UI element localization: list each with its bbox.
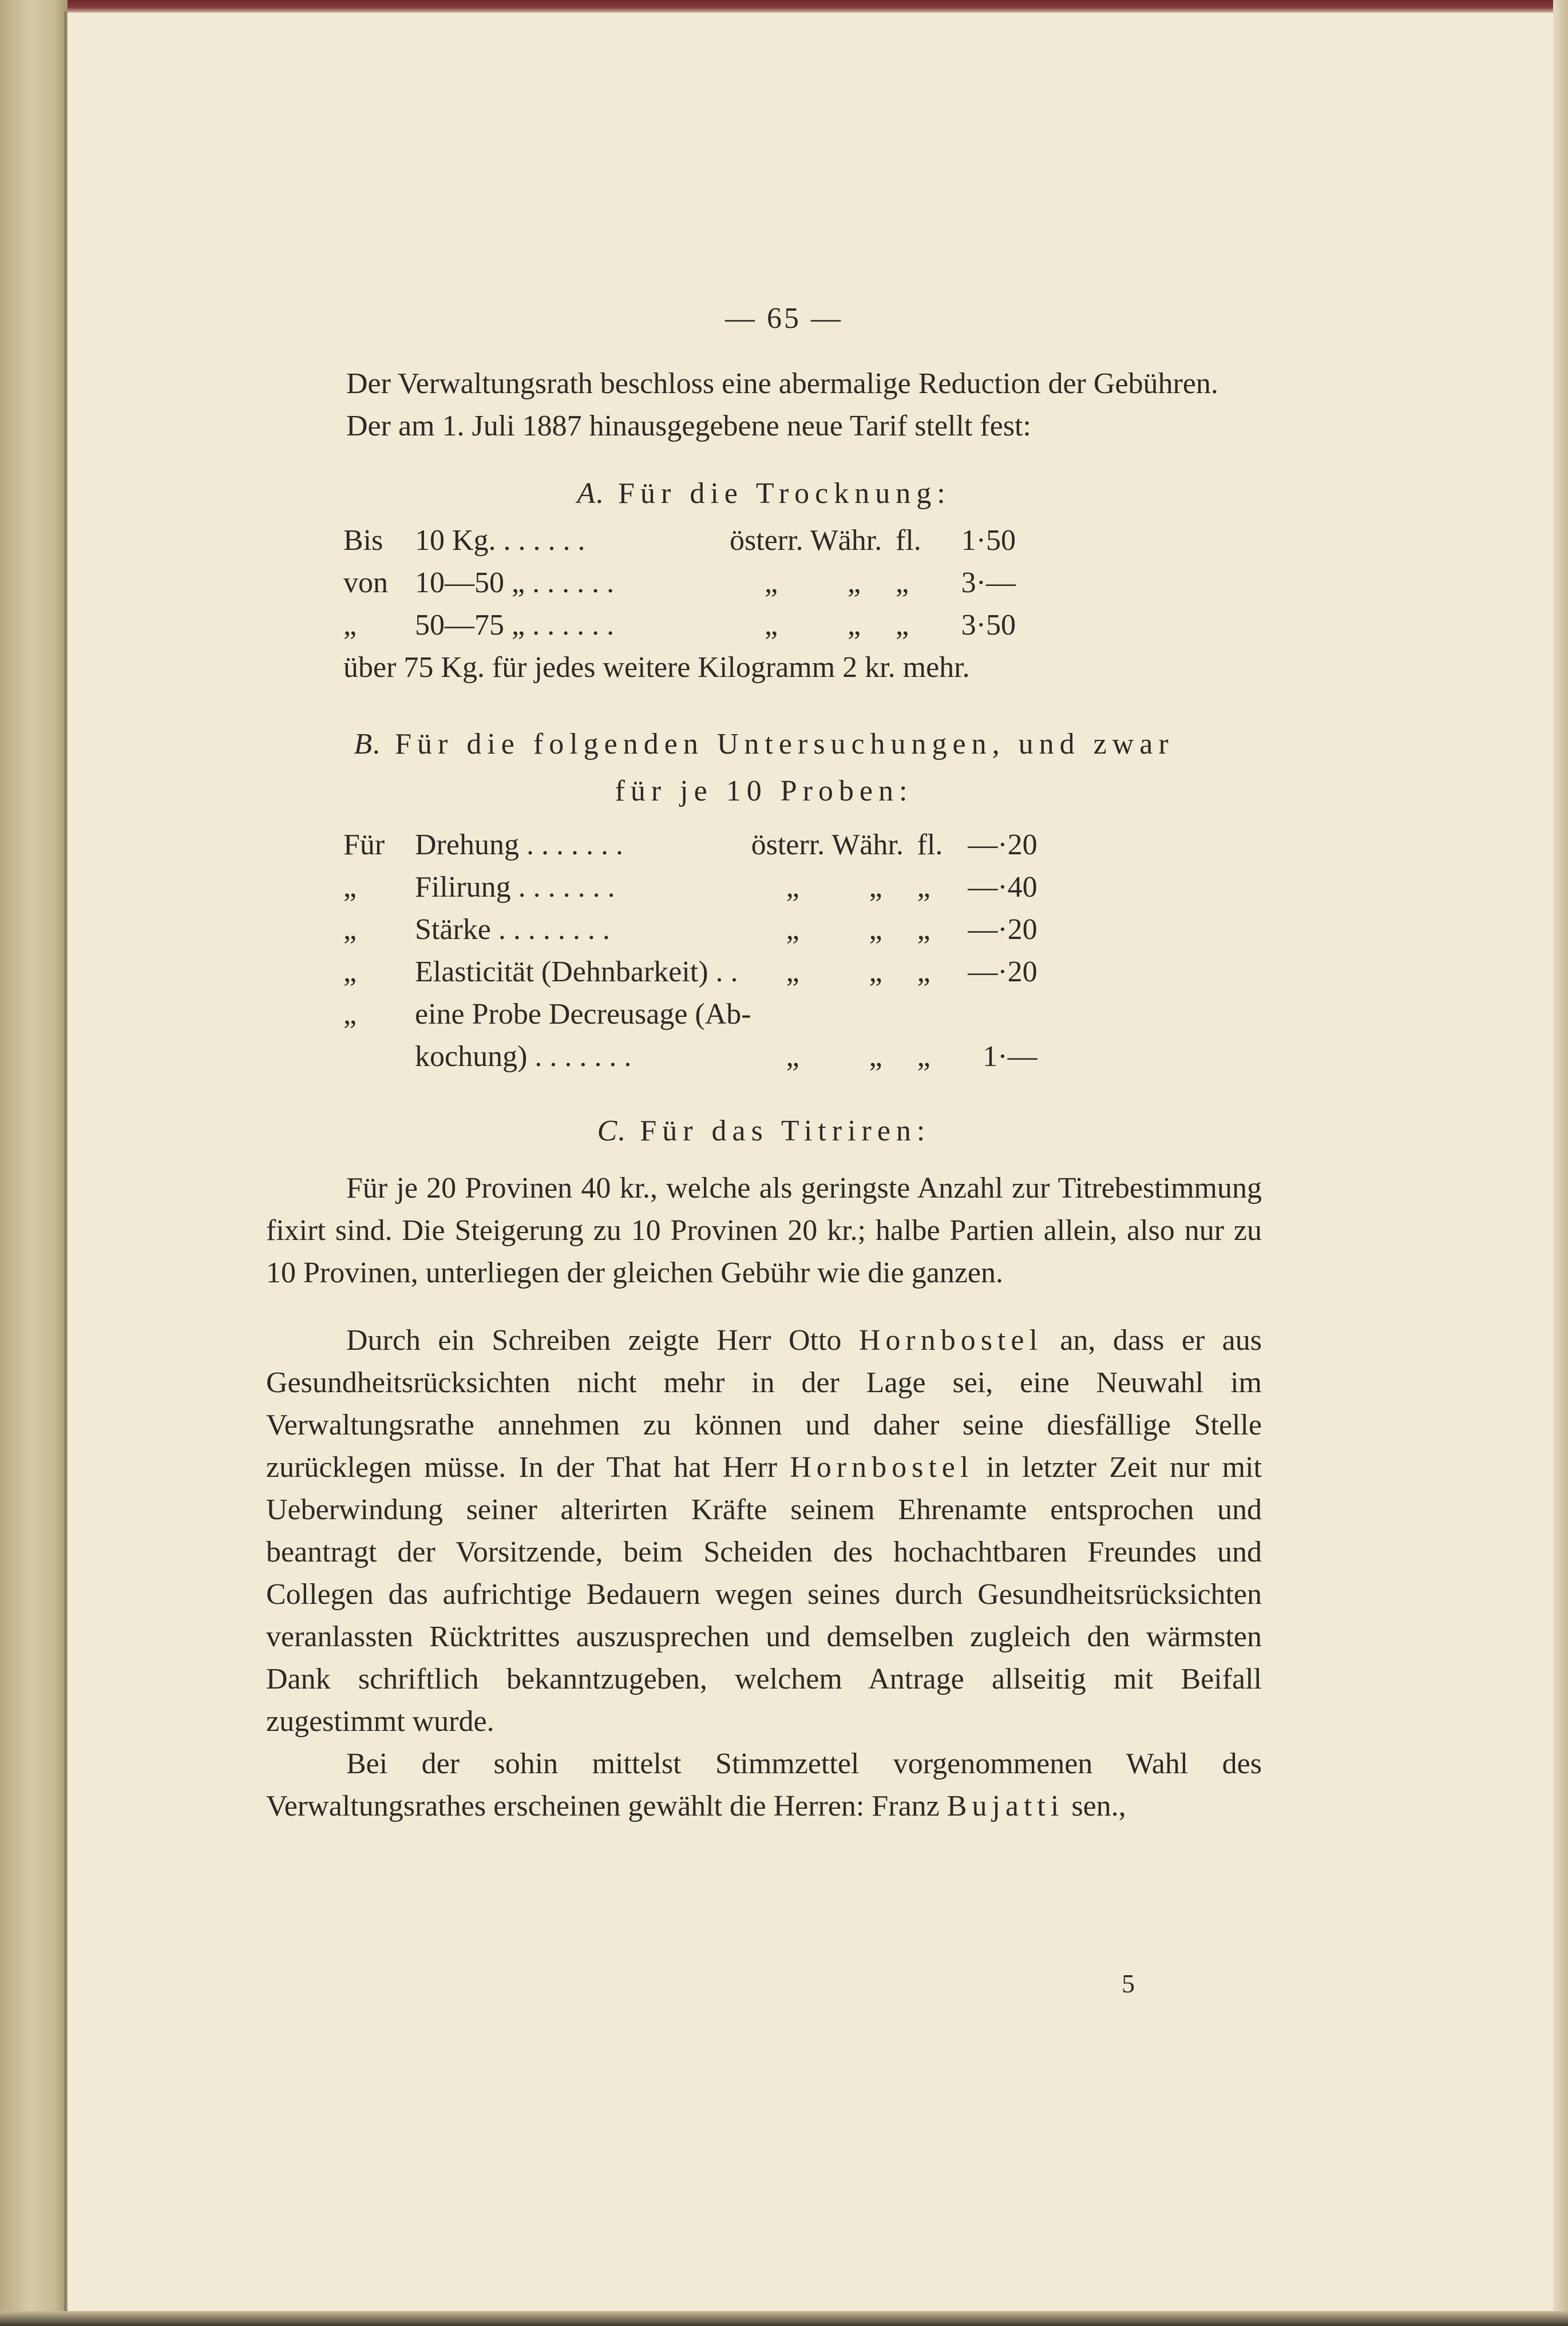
tariff-table-b	[343, 824, 1038, 1078]
row-ditto: „	[786, 956, 799, 988]
row-lead: „	[343, 871, 357, 904]
section-b-title: Für die folgenden Untersuchungen, und zwar	[395, 728, 1174, 760]
row-price: 3·—	[961, 566, 1016, 599]
row-label: Elasticität (Dehnbarkeit) . .	[415, 956, 738, 988]
row-ditto: „	[786, 1040, 799, 1073]
tariff-tail-row	[343, 647, 1016, 689]
signature-mark: 5	[1122, 1969, 1135, 1998]
tariff-row	[343, 824, 1038, 866]
row-fl: fl.	[896, 524, 921, 557]
section-b-subtitle: für je 10 Proben:	[615, 775, 913, 807]
row-lead: Für	[343, 829, 385, 861]
top-binding-edge	[0, 0, 1568, 13]
row-lead: „	[343, 609, 357, 641]
row-label: kochung) . . . . . . .	[415, 1040, 632, 1073]
row-lead: „	[343, 913, 357, 946]
page-content	[266, 298, 1262, 1828]
row-label: Stärke . . . . . . . .	[415, 913, 610, 946]
row-ditto: „	[847, 609, 861, 641]
row-currency: österr. Währ.	[730, 524, 882, 557]
row-price: 1·50	[961, 524, 1016, 557]
intro-paragraph-1: Der Verwaltungsrath beschloss eine abermalige Reduction der Gebühren.	[346, 367, 1218, 400]
binding-line	[64, 11, 66, 2317]
row-ditto: „	[869, 871, 882, 904]
row-fl: „	[917, 871, 930, 904]
row-lead: „	[343, 998, 357, 1031]
row-lead: Bis	[343, 524, 383, 557]
person-name: Bujatti	[947, 1790, 1064, 1822]
row-fl: „	[917, 956, 930, 988]
tariff-row	[343, 951, 1038, 993]
row-ditto: „	[869, 913, 882, 946]
row-fl: „	[917, 1040, 930, 1073]
row-price: 3·50	[961, 609, 1016, 641]
row-label: Drehung . . . . . . .	[415, 829, 623, 861]
section-c-title: Für das Titriren:	[640, 1115, 931, 1147]
row-fl	[917, 993, 952, 1036]
row-fl: „	[896, 566, 909, 599]
section-c-heading	[266, 1110, 1262, 1152]
row-ditto: „	[786, 871, 799, 904]
election-paragraph	[266, 1743, 1262, 1828]
row-price: —·20	[968, 956, 1038, 988]
row-price: 1·—	[983, 1040, 1038, 1073]
paragraph-text: sen.,	[1064, 1790, 1126, 1822]
row-fl: „	[896, 609, 909, 641]
row-ditto: „	[869, 1040, 882, 1073]
row-fl: „	[917, 913, 930, 946]
row-currency: österr. Währ.	[751, 829, 904, 861]
tariff-tail: über 75 Kg. für jedes weitere Kilogramm 2 kr. mehr.	[343, 651, 970, 684]
row-label: eine Probe Decreusage (Ab-	[415, 998, 751, 1031]
hornbostel-paragraph	[266, 1319, 1262, 1743]
tariff-row	[343, 1036, 1038, 1078]
tariff-row	[343, 604, 1016, 647]
paragraph-text: Durch ein Schreiben zeigte Herr Otto	[346, 1324, 859, 1357]
paragraph-text: in letzter Zeit nur mit Ueberwindung seiner alterirten Kräfte seinem Ehrenamte entsprochen und beantragt der Vorsitzende, beim Scheiden des hochachtbaren Freundes und Collegen das aufrichtige Bedauern wegen seines durch Gesundheitsrücksichten veranlassten Rücktrittes auszusprechen und demselben zugleich den wärmsten Dank schriftlich bekanntzugeben, welchem Antrage allseitig mit Beifall zugestimmt wurde.	[266, 1451, 1262, 1738]
tariff-row	[343, 562, 1016, 604]
row-ditto: „	[869, 956, 882, 988]
section-a-heading	[266, 473, 1262, 515]
section-c-letter: C.	[597, 1115, 627, 1147]
row-ditto: „	[764, 566, 778, 599]
row-lead: „	[343, 956, 357, 988]
row-price: —·20	[968, 829, 1038, 861]
section-b-letter: B.	[354, 728, 382, 760]
row-ditto	[751, 993, 834, 1036]
row-label: 50—75 „ . . . . . .	[415, 609, 615, 641]
section-a-title: Für die Trocknung:	[618, 477, 951, 510]
tariff-row	[343, 866, 1038, 909]
paragraph-text: an, dass er aus Gesundheitsrücksichten nicht mehr in der Lage sei, eine Neuwahl im Verwaltungsrathe annehmen zu können und daher seine diesfällige Stelle zurücklegen müsse. In der That hat Herr	[266, 1324, 1262, 1484]
section-b-heading	[266, 723, 1262, 766]
tariff-row	[343, 909, 1038, 951]
section-a-letter: A.	[577, 477, 605, 510]
row-ditto: „	[764, 609, 778, 641]
row-label: Filirung . . . . . . .	[415, 871, 615, 904]
row-fl: fl.	[917, 829, 943, 861]
tariff-row	[343, 993, 1038, 1036]
tariff-row	[343, 520, 1016, 562]
page-number: — 65 —	[725, 302, 843, 335]
row-price: —·40	[968, 871, 1038, 904]
person-name: Hornbostel	[858, 1324, 1043, 1357]
intro-paragraph-2: Der am 1. Juli 1887 hinausgegebene neue Tarif stellt fest:	[346, 410, 1031, 442]
row-ditto	[834, 993, 917, 1036]
row-label: 10—50 „ . . . . . .	[415, 566, 615, 599]
row-lead	[343, 1036, 415, 1078]
paragraph-text: Bei der sohin mittelst Stimmzettel vorgenommenen Wahl des Verwaltungsrathes erscheinen gewählt die Herren: Franz	[266, 1748, 1262, 1822]
row-ditto: „	[847, 566, 861, 599]
tariff-table-a	[343, 520, 1016, 689]
row-price	[952, 993, 1038, 1036]
bottom-page-edge	[0, 2311, 1568, 2326]
row-ditto: „	[786, 913, 799, 946]
row-price: —·20	[968, 913, 1038, 946]
person-name: Hornbostel	[790, 1451, 974, 1484]
section-c-paragraph: Für je 20 Provinen 40 kr., welche als geringste Anzahl zur Titrebestimmung fixirt sind. Die Steigerung zu 10 Provinen 20 kr.; halbe Partien allein, also nur zu 10 Provinen, unterliegen der gleichen Gebühr wie die ganzen.	[266, 1172, 1262, 1289]
row-lead: von	[343, 566, 388, 599]
left-binding	[0, 0, 68, 2326]
row-label: 10 Kg. . . . . . .	[415, 524, 585, 557]
right-page-edge	[1553, 0, 1568, 2326]
